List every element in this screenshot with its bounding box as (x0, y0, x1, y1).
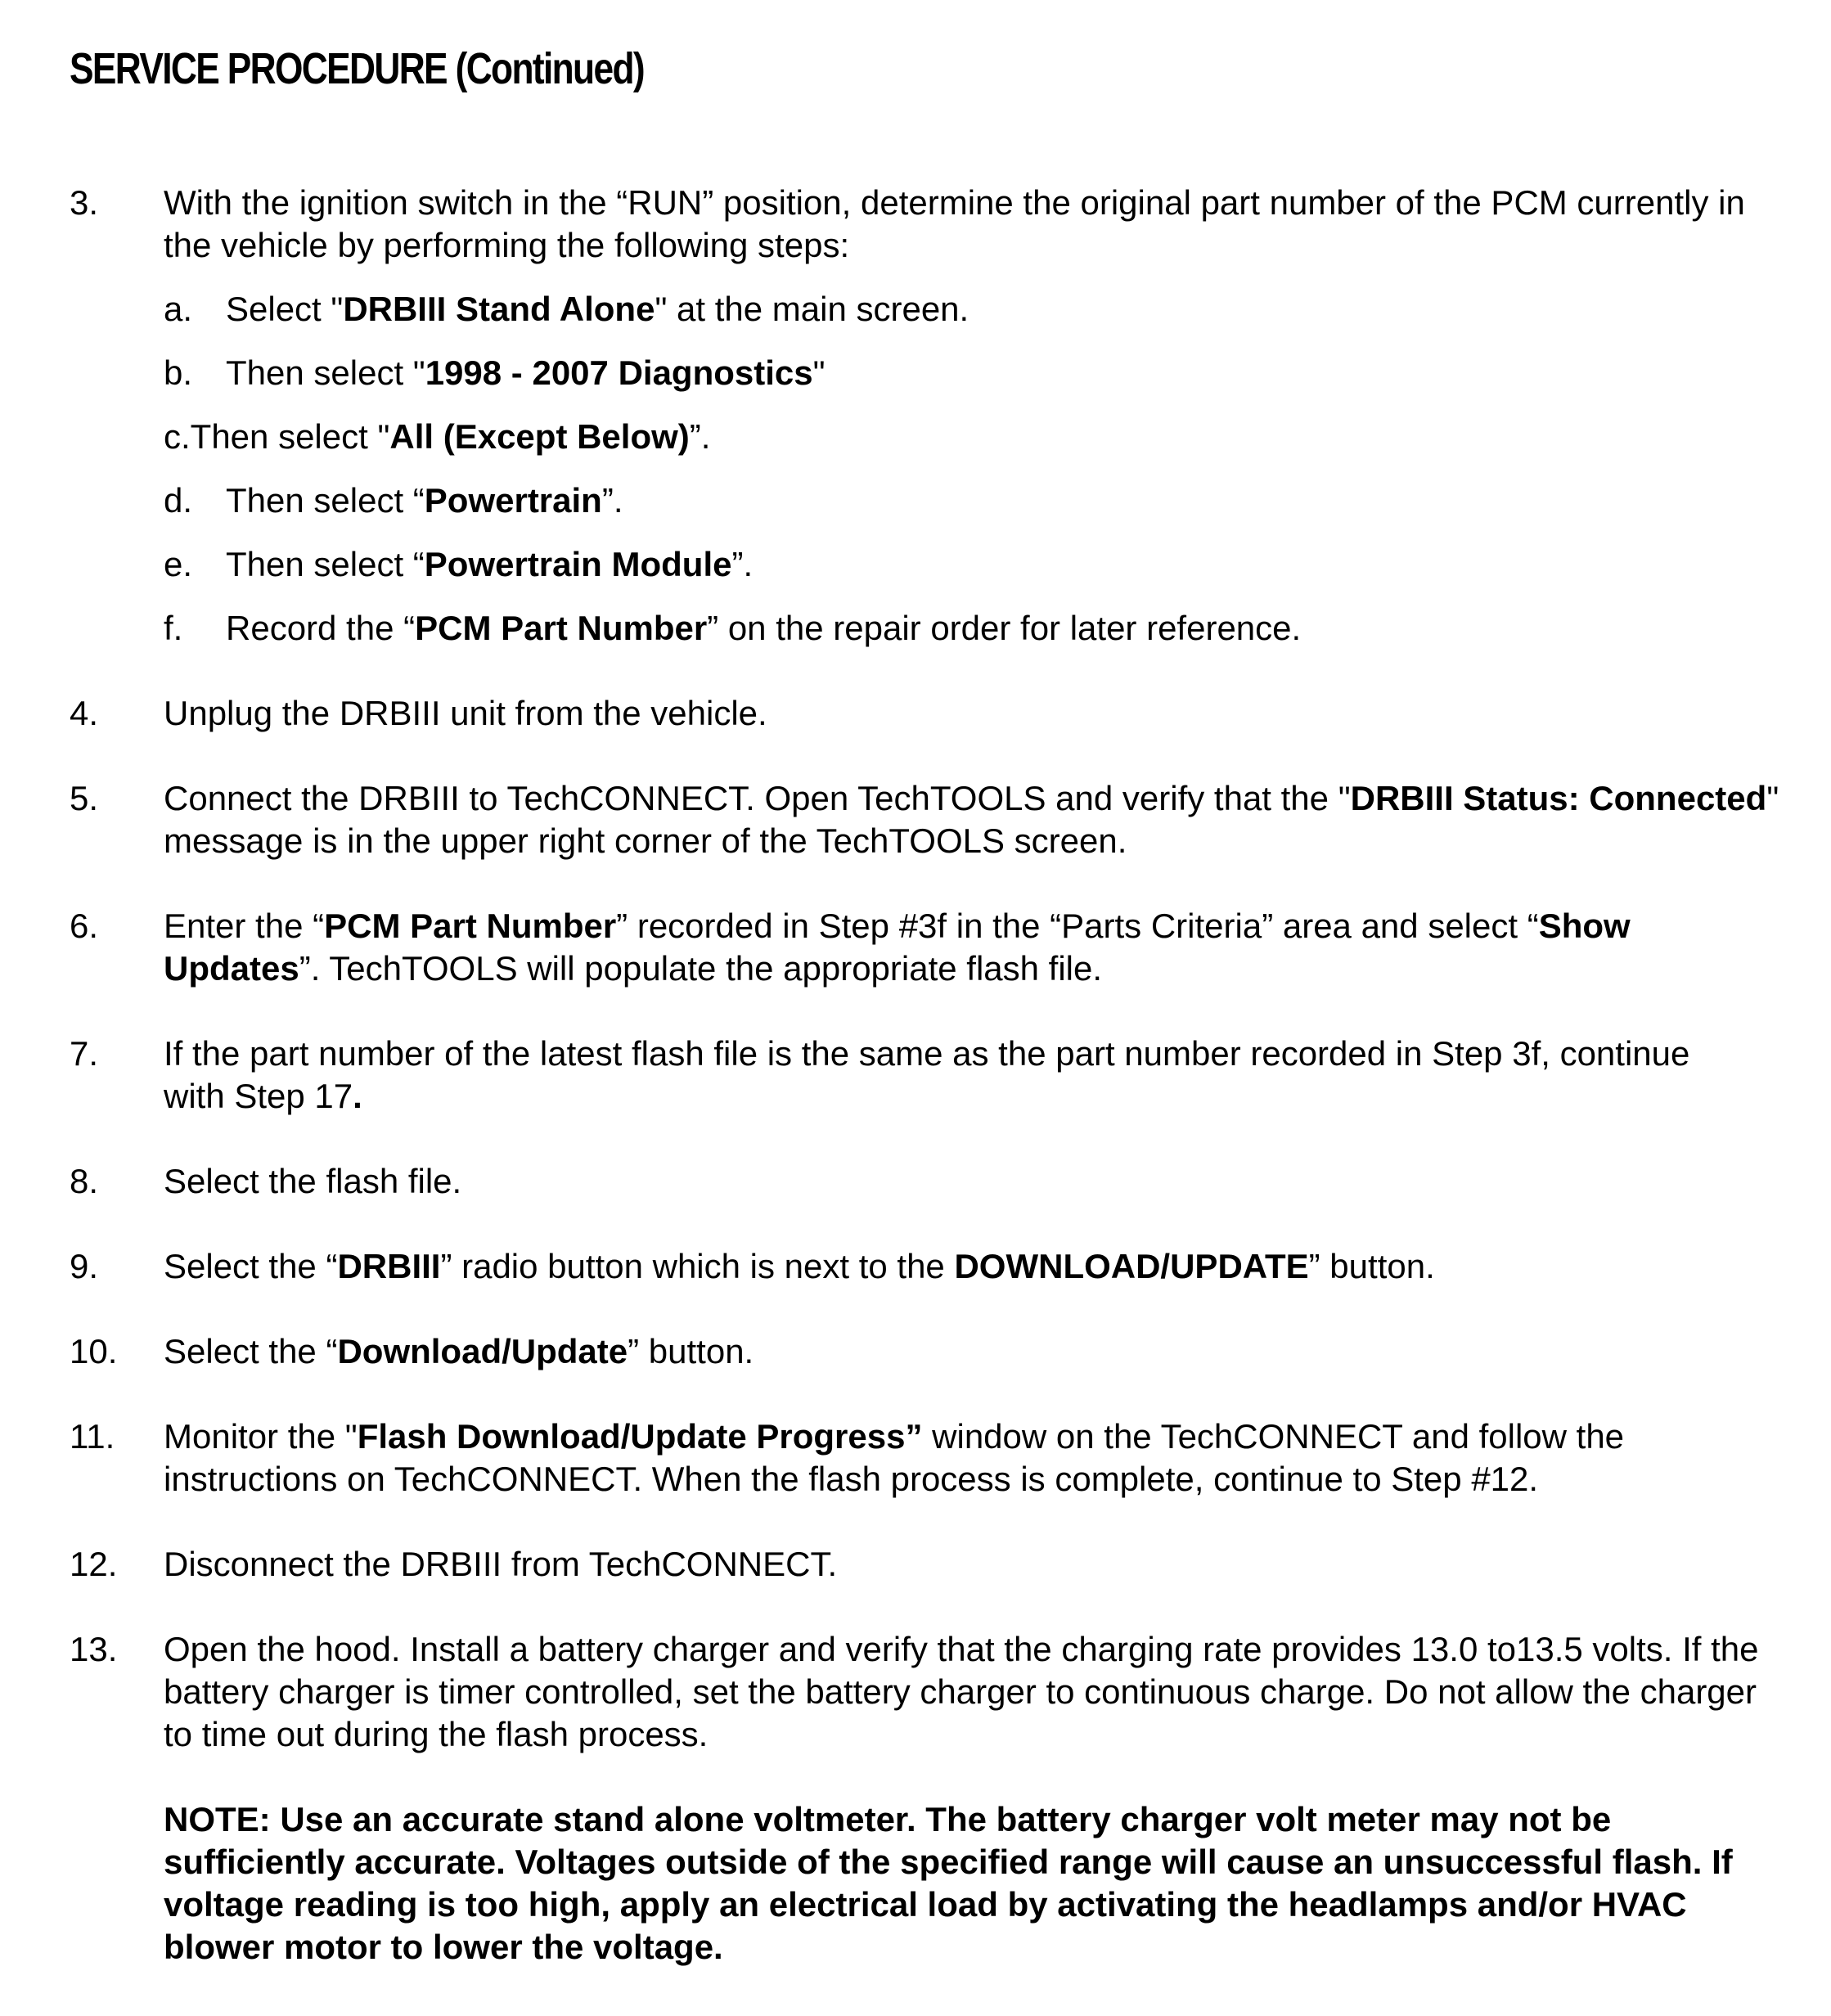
step-text-12: Disconnect the DRBIII from TechCONNECT. (164, 1545, 838, 1583)
substep-letter-d: d. (164, 481, 193, 520)
substep-text-d: Then select “Powertrain”. (226, 481, 623, 520)
step-number-7: 7. (70, 1034, 99, 1073)
step-number-6: 6. (70, 907, 99, 945)
step-text-3: With the ignition switch in the “RUN” position, determine the original part number of the PCM currently in the vehicle by performing the following steps: (164, 183, 1745, 264)
step-number-10: 10. (70, 1332, 118, 1370)
step-number-9: 9. (70, 1247, 99, 1285)
voltage-note: NOTE: Use an accurate stand alone voltmeter. The battery charger volt meter may not be sufficiently accurate. Voltages outside of the specified range will cause an unsuccessful flash. If voltage reading is too high, apply an electrical load by activating the headlamps and/or HVAC blower motor to lower the voltage. (164, 1800, 1733, 1966)
step-number-4: 4. (70, 694, 99, 732)
substep-letter-a: a. (164, 290, 193, 328)
substep-letter-b: b. (164, 353, 193, 392)
step-number-13: 13. (70, 1630, 118, 1668)
step-text-7: If the part number of the latest flash file is the same as the part number recorded in Step 3f, continue with Step 17. (164, 1034, 1690, 1115)
step-number-12: 12. (70, 1545, 118, 1583)
step-text-11: Monitor the "Flash Download/Update Progress” window on the TechCONNECT and follow the instructions on TechCONNECT. When the flash process is complete, continue to Step #12. (164, 1417, 1625, 1498)
substep-letter-f: f. (164, 609, 183, 647)
step-text-5: Connect the DRBIII to TechCONNECT. Open TechTOOLS and verify that the "DRBIII Status: Connected" message is in the upper right corner of the TechTOOLS screen. (164, 779, 1779, 860)
substep-letter-e: e. (164, 545, 193, 583)
step-text-10: Select the “Download/Update” button. (164, 1332, 754, 1370)
substep-text-b: Then select "1998 - 2007 Diagnostics" (226, 353, 826, 392)
step-number-3: 3. (70, 183, 99, 222)
step-text-4: Unplug the DRBIII unit from the vehicle. (164, 694, 767, 732)
step-text-6: Enter the “PCM Part Number” recorded in Step #3f in the “Parts Criteria” area and select “Show Updates”. TechTOOLS will populate the appropriate flash file. (164, 907, 1631, 988)
step-number-5: 5. (70, 779, 99, 817)
page-title: SERVICE PROCEDURE (Continued) (70, 44, 644, 93)
step-text-13: Open the hood. Install a battery charger and verify that the charging rate provides 13.0 to13.5 volts. If the battery charger is timer controlled, set the battery charger to continuous charge. Do not allow the charger to time out during the flash process. (164, 1630, 1759, 1753)
substep-text-a: Select "DRBIII Stand Alone" at the main screen. (226, 290, 969, 328)
step-text-9: Select the “DRBIII” radio button which is next to the DOWNLOAD/UPDATE” button. (164, 1247, 1435, 1285)
step-number-8: 8. (70, 1162, 99, 1200)
step-number-11: 11. (70, 1417, 115, 1456)
step-text-8: Select the flash file. (164, 1162, 462, 1200)
substep-text-f: Record the “PCM Part Number” on the repair order for later reference. (226, 609, 1302, 647)
substep-text-c: c.Then select "All (Except Below)”. (164, 417, 711, 456)
substep-text-e: Then select “Powertrain Module”. (226, 545, 754, 583)
